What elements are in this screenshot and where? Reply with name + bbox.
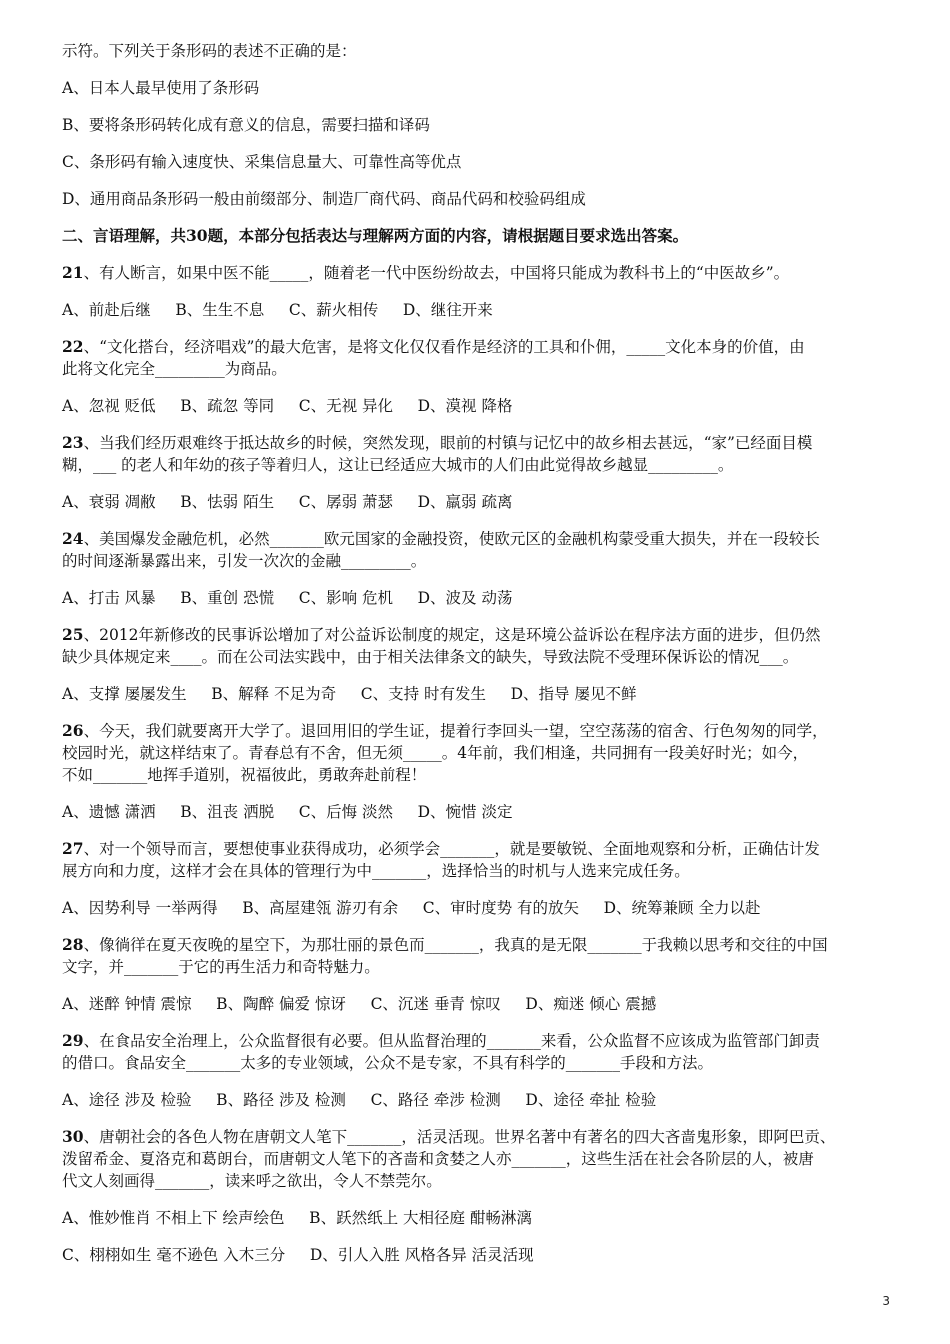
answer-options: A、忽视 贬低 B、疏忽 等同 C、无视 异化 D、漠视 降格 (62, 397, 513, 415)
question-text: 、美国爆发金融危机，必然_______欧元国家的金融投资，使欧元区的金融机构蒙受重大损失，并在一段较长 (83, 530, 820, 548)
question-text: 、像徜徉在夏天夜晚的星空下，为那壮丽的景色而_______，我真的是无限_______于我赖以思考和交往的中国 (83, 936, 828, 954)
question-text-line (62, 528, 892, 550)
page-number: 3 (882, 1294, 890, 1308)
question-number: 22 (62, 337, 84, 356)
question-text: 、2012年新修改的民事诉讼增加了对公益诉讼制度的规定，这是环境公益诉讼在程序法方面的进步，但仍然 (83, 626, 821, 644)
question-text: 糊，___ 的老人和年幼的孩子等着归人，这让已经适应大城市的人们由此觉得故乡越显_________。 (62, 456, 734, 474)
answer-options: A、衰弱 凋敝 B、怯弱 陌生 C、孱弱 萧瑟 D、羸弱 疏离 (62, 493, 513, 511)
answer-options: A、途径 涉及 检验 B、路径 涉及 检测 C、路径 牵涉 检测 D、途径 牵扯 检验 (62, 1091, 657, 1109)
question-number: 21 (62, 263, 84, 282)
question-text-line (62, 934, 892, 956)
question-text: 、唐朝社会的各色人物在唐朝文人笔下_______，活灵活现。世界名著中有著名的四大吝啬鬼形象，即阿巴贡、 (83, 1128, 836, 1146)
question-text: 的时间逐渐暴露出来，引发一次次的金融_________。 (62, 552, 427, 570)
answer-options: A、前赴后继 B、生生不息 C、薪火相传 D、继往开来 (62, 301, 493, 319)
question-number: 26 (62, 721, 84, 740)
answer-options: A、打击 风暴 B、重创 恐慌 C、影响 危机 D、波及 动荡 (62, 589, 513, 607)
question-text: 缺少具体规定来____。而在公司法实践中，由于相关法律条文的缺失，导致法院不受理环保诉讼的情况___。 (62, 648, 799, 666)
question-text-line (62, 432, 892, 454)
answer-options: A、惟妙惟肖 不相上下 绘声绘色 B、跃然纸上 大相径庭 酣畅淋漓 (62, 1209, 532, 1227)
answer-options: A、迷醉 钟情 震惊 B、陶醉 偏爱 惊讶 C、沉迷 垂青 惊叹 D、痴迷 倾心 震撼 (62, 995, 657, 1013)
answer-options: A、支撑 屡屡发生 B、解释 不足为奇 C、支持 时有发生 D、指导 屡见不鲜 (62, 685, 637, 703)
question-text: 此将文化完全_________为商品。 (62, 360, 287, 378)
question-text: 校园时光，就这样结束了。青春总有不舍，但无须_____。4年前，我们相逢，共同拥有一段美好时光；如今， (62, 744, 809, 762)
question-text-line (62, 1170, 892, 1192)
question-number: 24 (62, 529, 84, 548)
question-text-line (62, 838, 892, 860)
question-text: 、今天，我们就要离开大学了。退回用旧的学生证，提着行李回头一望，空空荡荡的宿舍、行色匆匆的同学， (83, 722, 828, 740)
question-24 (62, 528, 892, 624)
question-text-line (62, 262, 892, 284)
question-text: 展方向和力度，这样才会在具体的管理行为中_______，选择恰当的时机与人选来完成任务。 (62, 862, 690, 880)
question-list (62, 262, 892, 1281)
question-number: 23 (62, 433, 84, 452)
question-text-line (62, 956, 892, 978)
question-text-line (62, 1148, 892, 1170)
question-26 (62, 720, 892, 838)
question-text-line (62, 1030, 892, 1052)
question-text: 的借口。食品安全_______太多的专业领域，公众不是专家，不具有科学的_______手段和方法。 (62, 1054, 714, 1072)
question-text-line (62, 742, 892, 764)
question-number: 25 (62, 625, 84, 644)
answer-options: A、遗憾 潇洒 B、沮丧 洒脱 C、后悔 淡然 D、惋惜 淡定 (62, 803, 513, 821)
question-text: 、在食品安全治理上，公众监督很有必要。但从监督治理的_______来看，公众监督不应该成为监管部门卸责 (83, 1032, 820, 1050)
prev-option-c: C、条形码有输入速度快、采集信息量大、可靠性高等优点 (62, 153, 462, 171)
question-text-line (62, 764, 892, 786)
question-text: 泼留希金、夏洛克和葛朗台，而唐朝文人笔下的吝啬和贪婪之人亦_______，这些生活在社会各阶层的人，被唐 (62, 1150, 814, 1168)
question-text-line (62, 1052, 892, 1074)
prev-option-b: B、要将条形码转化成有意义的信息，需要扫描和译码 (62, 116, 430, 134)
question-text: 代文人刻画得_______，读来呼之欲出，令人不禁莞尔。 (62, 1172, 442, 1190)
question-text-line (62, 646, 892, 668)
question-text-line (62, 454, 892, 476)
question-30 (62, 1126, 892, 1281)
question-27 (62, 838, 892, 934)
question-22 (62, 336, 892, 432)
question-text: 、有人断言，如果中医不能_____，随着老一代中医纷纷故去，中国将只能成为教科书上的“中医故乡”。 (83, 264, 790, 282)
question-23 (62, 432, 892, 528)
prev-option-d: D、通用商品条形码一般由前缀部分、制造厂商代码、商品代码和校验码组成 (62, 190, 586, 208)
answer-options: A、因势利导 一举两得 B、高屋建瓴 游刃有余 C、审时度势 有的放矢 D、统筹兼顾 全力以赴 (62, 899, 761, 917)
question-29 (62, 1030, 892, 1126)
question-number: 27 (62, 839, 84, 858)
question-text-line (62, 860, 892, 882)
question-text: 、“文化搭台，经济唱戏”的最大危害，是将文化仅仅看作是经济的工具和仆佣，_____文化本身的价值，由 (83, 338, 805, 356)
question-25 (62, 624, 892, 720)
question-number: 30 (62, 1127, 84, 1146)
question-text-line (62, 336, 892, 358)
question-28 (62, 934, 892, 1030)
question-text-line (62, 550, 892, 572)
question-text-line (62, 1126, 892, 1148)
prev-question-stem: 示符。下列关于条形码的表述不正确的是： (62, 42, 357, 60)
question-text: 文字，并_______于它的再生活力和奇特魅力。 (62, 958, 380, 976)
section-title: 二、言语理解，共30题，本部分包括表达与理解两方面的内容，请根据题目要求选出答案。 (62, 226, 689, 245)
question-text: 不如_______地挥手道别，祝福彼此，勇敢奔赴前程！ (62, 766, 427, 784)
question-number: 29 (62, 1031, 84, 1050)
question-text-line (62, 358, 892, 380)
question-number: 28 (62, 935, 84, 954)
question-text-line (62, 624, 892, 646)
question-text: 、对一个领导而言，要想使事业获得成功，必须学会_______，就是要敏锐、全面地观察和分析，正确估计发 (83, 840, 820, 858)
document-page (62, 40, 892, 1281)
question-21 (62, 262, 892, 336)
question-text: 、当我们经历艰难终于抵达故乡的时候，突然发现，眼前的村镇与记忆中的故乡相去甚远，“家”已经面目模 (83, 434, 813, 452)
question-text-line (62, 720, 892, 742)
prev-option-a: A、日本人最早使用了条形码 (62, 79, 260, 97)
answer-options: C、栩栩如生 毫不逊色 入木三分 D、引人入胜 风格各异 活灵活现 (62, 1246, 534, 1264)
